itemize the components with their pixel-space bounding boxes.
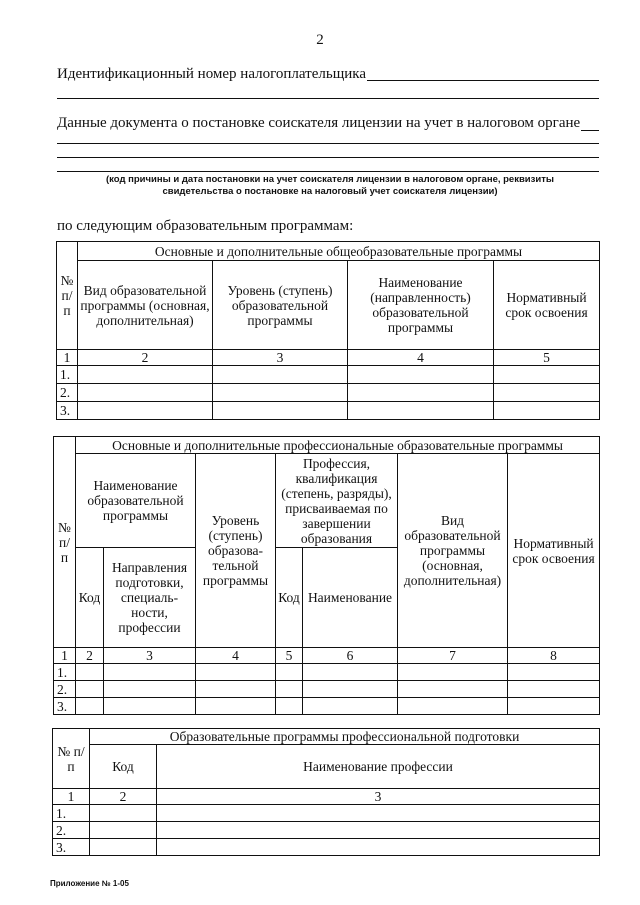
t3-index-row [53,789,600,805]
table-cell[interactable] [196,681,276,698]
registration-note: (код причины и дата постановки на учет соискателя лицензии в налоговом органе, реквизиты свидетельства о постановке на налоговый учет соискателя лицензии) [106,174,554,197]
table-cell[interactable] [78,402,213,420]
registration-field-line-4[interactable] [57,171,599,172]
table-cell[interactable] [276,664,303,681]
t2-header-level: Уровень (ступень) образова-тельной программы [196,454,276,648]
t2-header-term: Нормативный срок освоения [508,454,600,648]
table-cell[interactable] [276,681,303,698]
table-cell[interactable] [196,698,276,715]
table-cell[interactable] [276,698,303,715]
programs-intro: по следующим образовательным программам: [57,218,354,234]
table-cell[interactable] [78,384,213,402]
table-row [57,402,600,420]
table-cell[interactable] [213,366,348,384]
registration-label: Данные документа о постановке соискателя лицензии на учет в налоговом органе [57,115,581,131]
t1-title: Основные и дополнительные общеобразовательные программы [78,242,600,261]
row-number: 3. [53,839,90,856]
table-row [54,664,600,681]
table-row [54,681,600,698]
t2-index-cell: 4 [196,648,276,664]
t2-header-program: Наименование образовательной программы [76,454,196,548]
t2-index-cell: 1 [54,648,76,664]
general-programs-table [56,241,600,420]
inn-field-extra-line[interactable] [57,98,599,99]
table-cell[interactable] [303,664,398,681]
t2-index-cell: 2 [76,648,104,664]
t2-index-row [54,648,600,664]
table-cell[interactable] [76,681,104,698]
t1-index-cell: 3 [213,350,348,366]
t1-index-cell: 4 [348,350,494,366]
t3-header-num: № п/п [53,729,90,789]
table-cell[interactable] [76,664,104,681]
table-cell[interactable] [157,822,600,839]
table-cell[interactable] [508,664,600,681]
t2-title: Основные и дополнительные профессиональные образовательные программы [76,437,600,454]
t2-header-qualification: Профессия, квалификация (степень, разряды), присваиваемая по завершении образования [276,454,398,548]
row-number: 2. [54,681,76,698]
row-number: 3. [57,402,78,420]
registration-field-line-2[interactable] [57,143,599,144]
t1-header-level: Уровень (ступень) образовательной программы [213,261,348,350]
t2-header-num: № п/п [54,437,76,648]
t1-index-cell: 2 [78,350,213,366]
vocational-training-table [52,728,600,856]
row-number: 3. [54,698,76,715]
table-cell[interactable] [303,698,398,715]
row-number: 1. [53,805,90,822]
t2-header-qcode: Код [276,548,303,648]
inn-label: Идентификационный номер налогоплательщика [57,66,367,82]
table-cell[interactable] [104,664,196,681]
table-cell[interactable] [508,698,600,715]
footer-appendix: Приложение № 1-05 [50,879,129,888]
table-cell[interactable] [78,366,213,384]
table-cell[interactable] [494,366,600,384]
table-row [57,366,600,384]
registration-field-line-3[interactable] [57,157,599,158]
table-cell[interactable] [398,664,508,681]
inn-field[interactable] [367,80,599,81]
t3-index-cell: 2 [90,789,157,805]
t1-index-row [57,350,600,366]
t2-header-direction: Направления подготовки, специаль-ности, профессии [104,548,196,648]
table-cell[interactable] [90,839,157,856]
page-number: 2 [316,32,324,48]
table-cell[interactable] [494,402,600,420]
t2-header-type: Вид образовательной программы (основная, дополнительная) [398,454,508,648]
row-number: 1. [57,366,78,384]
t2-index-cell: 5 [276,648,303,664]
row-number: 2. [53,822,90,839]
t2-index-cell: 8 [508,648,600,664]
professional-programs-table [53,436,600,715]
t1-header-num: № п/п [57,242,78,350]
table-cell[interactable] [213,402,348,420]
table-cell[interactable] [508,681,600,698]
t1-header-type: Вид образовательной программы (основная, дополнительная) [78,261,213,350]
table-cell[interactable] [104,681,196,698]
table-cell[interactable] [157,805,600,822]
table-cell[interactable] [104,698,196,715]
t1-index-cell: 1 [57,350,78,366]
t3-header-name: Наименование профессии [157,745,600,789]
table-row [53,822,600,839]
t1-header-term: Нормативный срок освоения [494,261,600,350]
t1-header-name: Наименование (направленность) образовательной программы [348,261,494,350]
table-cell[interactable] [494,384,600,402]
table-cell[interactable] [303,681,398,698]
t2-index-cell: 3 [104,648,196,664]
t3-index-cell: 1 [53,789,90,805]
table-cell[interactable] [398,698,508,715]
row-number: 1. [54,664,76,681]
table-cell[interactable] [213,384,348,402]
table-row [53,805,600,822]
table-cell[interactable] [348,384,494,402]
table-row [54,698,600,715]
t3-index-cell: 3 [157,789,600,805]
t3-title: Образовательные программы профессиональной подготовки [90,729,600,745]
t2-index-cell: 7 [398,648,508,664]
t2-header-code: Код [76,548,104,648]
t3-header-code: Код [90,745,157,789]
table-cell[interactable] [348,402,494,420]
table-cell[interactable] [157,839,600,856]
table-cell[interactable] [348,366,494,384]
table-cell[interactable] [90,822,157,839]
row-number: 2. [57,384,78,402]
registration-field[interactable] [581,130,599,131]
table-cell[interactable] [398,681,508,698]
table-cell[interactable] [76,698,104,715]
table-row [57,384,600,402]
t2-index-cell: 6 [303,648,398,664]
t1-index-cell: 5 [494,350,600,366]
table-cell[interactable] [196,664,276,681]
t2-header-qname: Наименование [303,548,398,648]
table-cell[interactable] [90,805,157,822]
table-row [53,839,600,856]
